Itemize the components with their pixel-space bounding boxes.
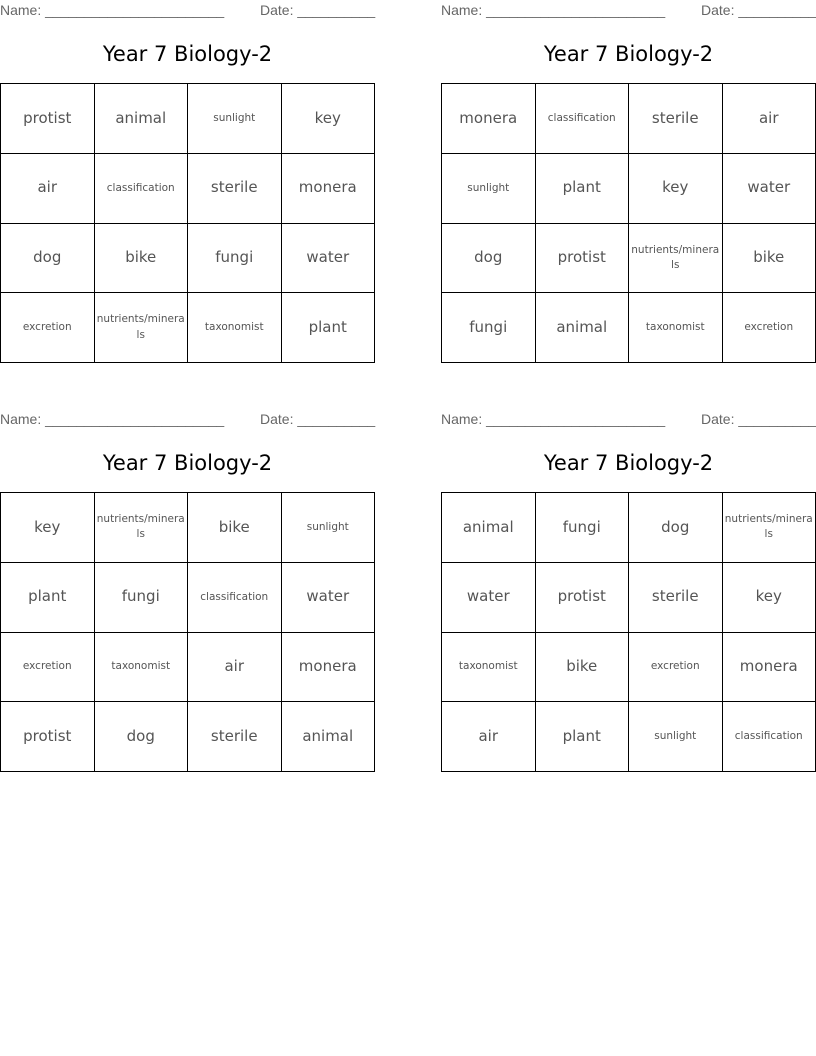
date-field: Date: __________ [260,2,376,18]
name-date-line [441,2,816,20]
date-field: Date: __________ [701,411,816,427]
bingo-cell: sunlight [282,493,376,563]
bingo-cell: protist [536,224,630,294]
bingo-cell: bike [95,224,189,294]
bingo-cell: plant [536,154,630,224]
bingo-cell: monera [282,633,376,703]
bingo-cell: sunlight [188,84,282,154]
bingo-cell: classification [95,154,189,224]
bingo-cell: key [723,563,816,633]
bingo-cell: water [723,154,816,224]
bingo-cell: air [1,154,95,224]
bingo-cell: classification [188,563,282,633]
bingo-card-1 [0,0,375,375]
bingo-cell: key [282,84,376,154]
bingo-cell: key [1,493,95,563]
bingo-card-4 [441,409,816,784]
bingo-cell: air [188,633,282,703]
bingo-cell: sunlight [629,702,723,772]
bingo-cell: taxonomist [442,633,536,703]
bingo-cell: sterile [188,702,282,772]
bingo-cell: sterile [629,563,723,633]
bingo-cell: monera [282,154,376,224]
bingo-cell: dog [1,224,95,294]
bingo-cell: water [282,224,376,294]
bingo-cell: fungi [188,224,282,294]
bingo-cell: monera [442,84,536,154]
bingo-cell: taxonomist [629,293,723,363]
bingo-cell: dog [95,702,189,772]
bingo-cell: plant [282,293,376,363]
bingo-cell: nutrients/minerals [629,224,723,294]
bingo-cell: classification [536,84,630,154]
card-title: Year 7 Biology-2 [543,451,714,475]
bingo-cell: nutrients/minerals [95,493,189,563]
bingo-cell: plant [536,702,630,772]
bingo-cell: excretion [723,293,816,363]
bingo-cell: fungi [95,563,189,633]
bingo-cell: excretion [1,633,95,703]
name-field: Name: _______________________ [441,2,666,18]
bingo-cell: air [442,702,536,772]
bingo-cell: fungi [536,493,630,563]
bingo-cell: animal [282,702,376,772]
bingo-cell: water [442,563,536,633]
bingo-cell: fungi [442,293,536,363]
date-field: Date: __________ [701,2,816,18]
card-title: Year 7 Biology-2 [543,42,714,66]
bingo-grid [0,492,375,772]
bingo-cell: sunlight [442,154,536,224]
bingo-grid [441,83,816,363]
bingo-grid [441,492,816,772]
bingo-cell: bike [536,633,630,703]
bingo-cell: key [629,154,723,224]
bingo-cell: animal [95,84,189,154]
card-title: Year 7 Biology-2 [102,42,273,66]
name-field: Name: _______________________ [441,411,666,427]
bingo-cell: dog [629,493,723,563]
bingo-cell: protist [1,84,95,154]
bingo-cell: water [282,563,376,633]
bingo-cell: classification [723,702,816,772]
bingo-grid [0,83,375,363]
bingo-cell: protist [536,563,630,633]
bingo-cell: plant [1,563,95,633]
bingo-cell: bike [723,224,816,294]
name-field: Name: _______________________ [0,411,225,427]
bingo-cell: excretion [629,633,723,703]
bingo-cell: nutrients/minerals [95,293,189,363]
name-date-line [441,411,816,429]
card-title: Year 7 Biology-2 [102,451,273,475]
name-date-line [0,2,375,20]
bingo-card-3 [0,409,375,784]
bingo-cell: monera [723,633,816,703]
name-date-line [0,411,375,429]
bingo-cell: excretion [1,293,95,363]
bingo-card-2 [441,0,816,375]
bingo-cell: sterile [188,154,282,224]
bingo-cell: nutrients/minerals [723,493,816,563]
bingo-cell: dog [442,224,536,294]
bingo-cell: air [723,84,816,154]
bingo-cell: taxonomist [95,633,189,703]
date-field: Date: __________ [260,411,376,427]
bingo-cell: sterile [629,84,723,154]
bingo-cell: bike [188,493,282,563]
bingo-cell: protist [1,702,95,772]
name-field: Name: _______________________ [0,2,225,18]
bingo-cell: animal [536,293,630,363]
bingo-cell: taxonomist [188,293,282,363]
bingo-cell: animal [442,493,536,563]
